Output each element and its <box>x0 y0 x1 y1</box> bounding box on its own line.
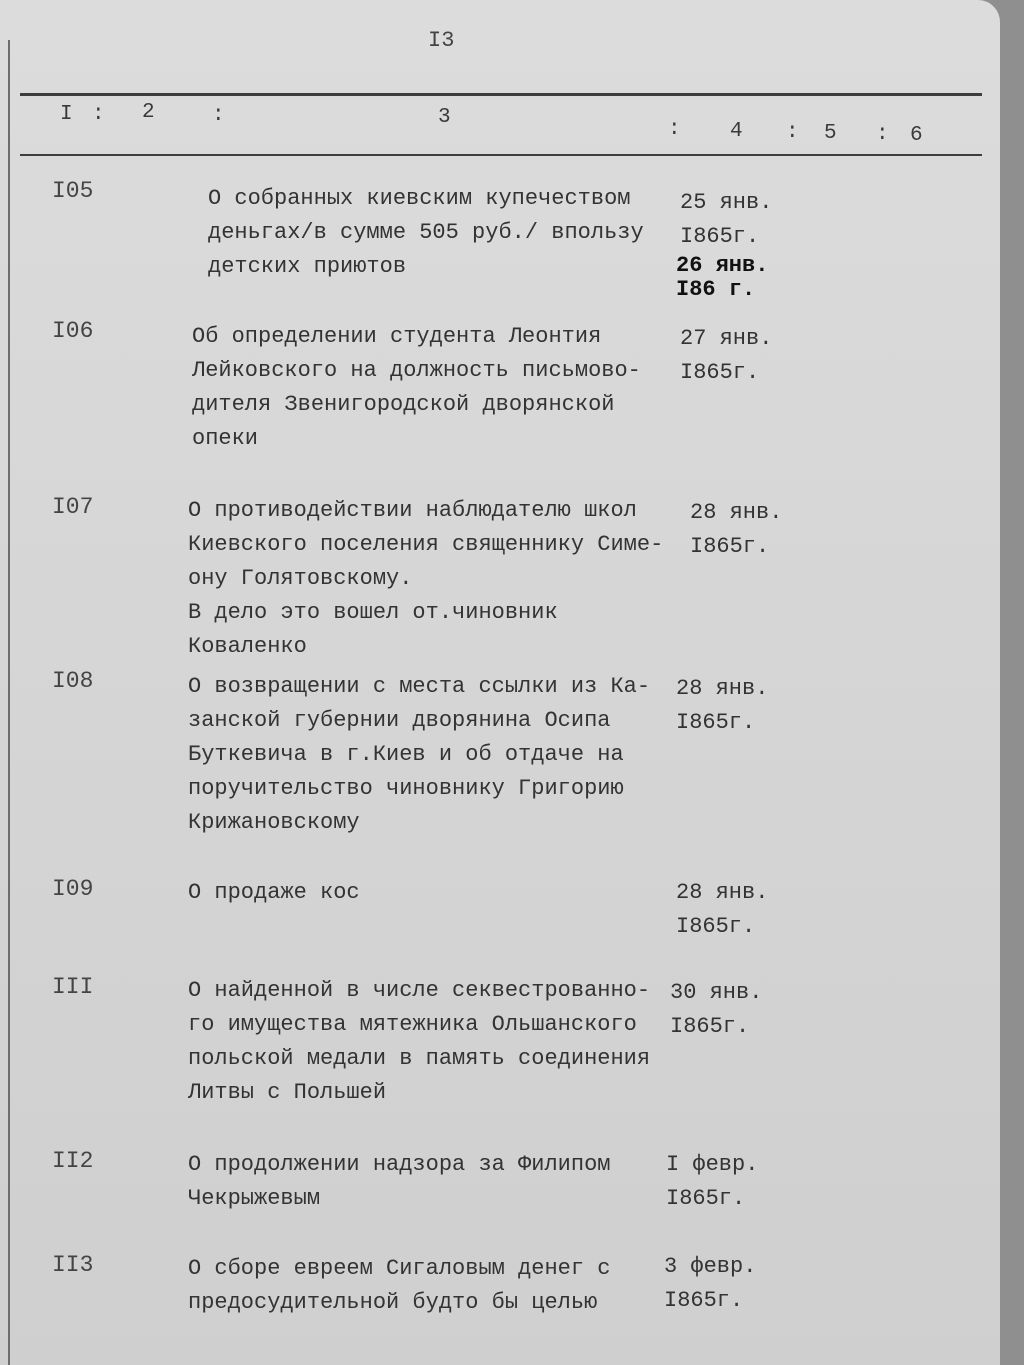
entry-date: 30 янв. I865г. <box>670 980 763 1039</box>
entry-description: О сборе евреем Сигаловым денег с предосудительной будто бы целью <box>188 1256 611 1315</box>
entry-number: III <box>52 974 94 1000</box>
binding-margin-line <box>8 40 10 1365</box>
entry-number: I06 <box>52 318 94 344</box>
column-number-1: I <box>60 103 73 126</box>
entry-number: I09 <box>52 876 94 902</box>
header-top-rule <box>20 93 982 96</box>
date-stamp: 26 янв. I86 г. <box>676 253 769 302</box>
entry-number: I05 <box>52 178 94 204</box>
entry-number: II2 <box>52 1148 94 1174</box>
column-number-5: 5 <box>824 122 837 145</box>
column-number-4: 4 <box>730 120 743 143</box>
column-number-3: 3 <box>438 106 451 129</box>
entry-description: О найденной в числе секвестрованно- го имущества мятежника Ольшанского польской медали в память соединения Литвы с Польшей <box>188 978 651 1105</box>
entry-date: 28 янв. I865г. <box>690 500 783 559</box>
entry-description: О противодействии наблюдателю школ Киевского поселения священнику Симе- ону Голятовскому. В дело это вошел от.чиновник Коваленко <box>188 498 664 659</box>
entry-number: II3 <box>52 1252 94 1278</box>
entry-date: 3 февр. I865г. <box>664 1254 757 1313</box>
entry-description: О продолжении надзора за Филипом Чекрыжевым <box>188 1152 611 1211</box>
entry-description: О собранных киевским купечеством деньгах/в сумме 505 руб./ впользу детских приютов <box>208 186 644 279</box>
entry-date: 28 янв. I865г. <box>676 880 769 939</box>
entry-date: 25 янв. I865г. <box>680 190 773 249</box>
header-bottom-rule <box>20 154 982 156</box>
column-separator: : <box>92 103 105 126</box>
column-separator: : <box>876 123 889 146</box>
column-separator: : <box>212 104 225 127</box>
entry-description: Об определении студента Леонтия Лейковского на должность письмово- дителя Звенигородской дворянской опеки <box>192 324 641 451</box>
column-number-6: 6 <box>910 124 923 147</box>
column-separator: : <box>668 118 681 141</box>
entry-number: I08 <box>52 668 94 694</box>
entry-description: О возвращении с места ссылки из Ка- занской губернии дворянина Осипа Буткевича в г.Киев и об отдаче на поручительство чиновнику Григорию Крижановскому <box>188 674 651 835</box>
entry-date: 28 янв. I865г. <box>676 676 769 735</box>
entry-number: I07 <box>52 494 94 520</box>
page-number: I3 <box>428 28 455 53</box>
entry-date: 27 янв. I865г. <box>680 326 773 385</box>
column-number-2: 2 <box>142 101 155 124</box>
entry-date: I февр. I865г. <box>666 1152 759 1211</box>
entry-description: О продаже кос <box>188 880 360 905</box>
column-separator: : <box>786 121 799 144</box>
